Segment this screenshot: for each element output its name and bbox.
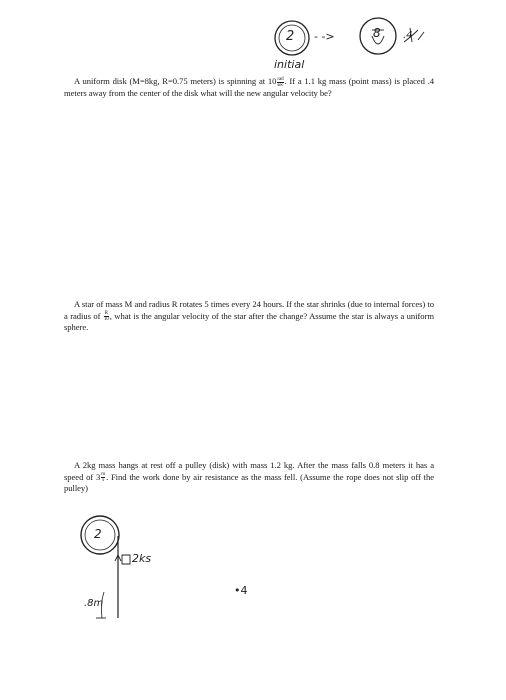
problem-2-text-end: , what is the angular velocity of the star after the change? Assume the star is always a uniform sphere. — [64, 310, 434, 333]
problem-2-radius-fraction — [104, 311, 109, 322]
problem-2-radius-num: R — [104, 311, 108, 317]
problem-3-speed-fraction — [101, 472, 105, 483]
problem-1-unit-num: rad — [277, 76, 284, 82]
hanging-mass-box — [122, 555, 130, 564]
side-note: •4 — [234, 584, 248, 597]
initial-disk-label: 2 — [286, 29, 295, 44]
problem-1-text-end: . If a 1.1 kg mass (point mass) is placed .4 meters away from the center of the disk what will the new angular velocity be? — [64, 76, 434, 98]
problem-3 — [64, 460, 434, 495]
problem-3-text-start: A 2kg mass hangs at rest off a pulley (disk) with mass 1.2 kg. After the mass falls 0.8 meters it has a speed of 3 — [64, 460, 434, 482]
problem-1-unit-fraction — [277, 77, 283, 88]
final-disk-note: .4 — [403, 30, 413, 41]
hanging-mass-label: 2ks — [132, 552, 152, 565]
final-disk-label: 8 — [373, 26, 381, 40]
problem-3-text-end: . Find the work done by air resistance as the mass fell. (Assume the rope does not slip off the pulley) — [64, 471, 434, 494]
problem-1 — [64, 76, 434, 99]
drop-distance-label: .8m — [84, 598, 104, 609]
problem-1-unit-den: sec — [277, 82, 284, 88]
problem-2-text-start: A star of mass M and radius R rotates 5 times every 24 hours. If the star shrinks (due to internal forces) to a radius of — [64, 299, 434, 321]
transition-arrow: - -> — [314, 30, 335, 43]
problem-3-speed-num: m — [101, 472, 106, 478]
initial-caption: initial — [274, 58, 305, 71]
pulley-disk-label: 2 — [94, 527, 102, 541]
problem-2-radius-den: 10 — [103, 317, 109, 323]
problem-2 — [64, 299, 434, 334]
problem-1-text-start: A uniform disk (M=8kg, R=0.75 meters) is spinning at 10 — [74, 76, 277, 86]
problem-3-speed-den: s — [102, 478, 105, 484]
